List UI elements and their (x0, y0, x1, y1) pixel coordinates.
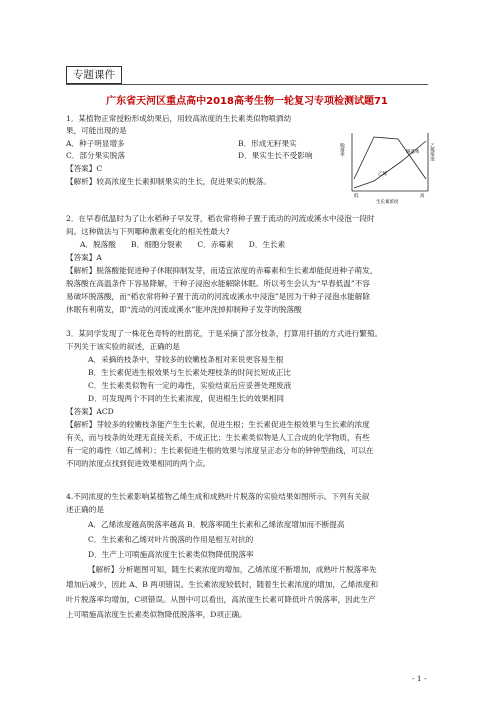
q3-option-b: B．生长素促进生根效果与生长素处理枝条的时间长短成正比 (88, 368, 292, 377)
q3-option-d: D．可发现两个不同的生长素浓度，促进根生长的效果相同 (88, 394, 284, 403)
series-ethylene-label: 乙烯 (378, 172, 387, 177)
q4-explanation-line4: 上可喷施高浓度生长素类似物降低脱落率，D项正确。 (66, 610, 247, 619)
q1-option-c: C．部分果实脱落 (66, 151, 125, 160)
q2-stem-line2: 间。这种做法与下列哪种激素变化的相关性最大? (66, 227, 230, 236)
q3-stem-line1: 3．某同学发现了一株花色奇特的杜鹃花，于是采摘了部分枝条，打算用扦插的方式进行繁殖。 (66, 329, 383, 338)
q2-explanation-line1: 【解析】脱落酸能促进种子休眠抑制发芽，而适宜浓度的赤霉素和生长素却能促进种子萌发， (66, 266, 378, 275)
x-high-label: 高 (420, 194, 425, 199)
q4-options-ab: A．乙烯浓度越高脱落率越高 B．脱落率随生长素和乙烯浓度增加而不断提高 (88, 520, 345, 529)
y-right-label: 乙烯浓度 (429, 143, 435, 161)
q2-options: A．脱落酸 B．细胞分裂素 C．赤霉素 D．生长素 (80, 240, 286, 249)
q3-option-a: A．采摘的枝条中，芽较多的较嫩枝条相对来说更容易生根 (88, 355, 284, 364)
q3-explanation-line1: 【解析】芽较多的较嫩枝条能产生生长素，促进生根；生长素促进生根效果与生长素的浓度 (66, 420, 370, 429)
q4-explanation-line2: 增加后减少，因此 A、B 两项错误。生长素浓度较低时，随着生长素浓度的增加，乙烯浓度和 (66, 580, 379, 589)
q4-option-c: C．生长素和乙烯对叶片脱落的作用是相互对抗的 (88, 535, 254, 544)
q3-explanation-line2: 有关，而与枝条的处理无直接关系，不成正比；生长素类似物是人工合成的化学物质，有些 (66, 433, 370, 442)
abscission-curve (354, 137, 426, 179)
q1-stem-line1: 1．某植物正常授粉形成幼果后，用较高浓度的生长素类似物喷洒幼 (66, 114, 292, 123)
q2-explanation-line4: 休眠有利萌发，即“流动的河流或溪水”能冲洗掉抑制种子发芽的脱落酸 (66, 305, 302, 314)
q3-answer: 【答案】ACD (66, 407, 114, 416)
document-title: 广东省天河区重点高中2018高考生物一轮复习专项检测试题71 (106, 96, 388, 107)
x-low-label: 低 (354, 194, 359, 199)
q3-explanation-line4: 不同的浓度点找到促进效果相同的两个点。 (66, 459, 211, 468)
q3-stem-line2: 下列关于该实验的叙述，正确的是 (66, 342, 180, 351)
q4-stem-line2: 述正确的是 (66, 505, 104, 514)
ethylene-curve (354, 141, 426, 188)
q1-option-b: B．形成无籽果实 (238, 139, 297, 148)
auxin-ethylene-figure (340, 131, 440, 205)
y-left-label: 脱落率 (340, 143, 345, 157)
x-axis-label: 生长素浓度 (376, 200, 399, 205)
q3-explanation-line3: 有一定的毒性（如乙烯利）；生长素促进生根的效果与浓度呈正态分布的钟钟型曲线，可以在 (66, 446, 374, 455)
q2-explanation-line2: 脱落酸在高温条件下容易降解，干种子浸泡水能解除休眠。所以考生会认为“早春低温”不容 (66, 279, 370, 288)
q4-option-d: D．生产上可喷施高浓度生长素类似物降低脱落率 (88, 550, 254, 559)
q4-explanation-line1: 【解析】分析题图可知，随生长素浓度的增加，乙烯浓度不断增加，成熟叶片脱落率先 (88, 565, 377, 574)
topic-tag: 专题课件 (66, 66, 122, 84)
q4-stem-line1: 4.不同浓度的生长素影响某植物乙烯生成和成熟叶片脱落的实验结果如图所示。下列有关叙 (66, 492, 370, 501)
page-number: - 1 - (412, 674, 427, 683)
q1-stem-line2: 果，可能出现的是 (66, 126, 127, 135)
q2-stem-line1: 2．在早春低温时为了让水稻种子早发芽，稻农常将种子置于流动的河流或溪水中浸泡一段时 (66, 214, 375, 223)
q1-answer: 【答案】C (66, 164, 103, 173)
series-abscission-label: 脱落率 (406, 150, 420, 155)
q3-option-c: C．生长素类似物有一定的毒性，实验结束后应妥善处理废液 (88, 381, 292, 390)
header-rule (66, 84, 428, 85)
q1-option-d: D．果实生长不受影响 (238, 151, 313, 160)
q4-explanation-line3: 叶片脱落率均增加，C项错误。从图中可以看出，高浓度生长素可降低叶片脱落率，因此生产 (66, 595, 376, 604)
q2-answer: 【答案】A (66, 253, 102, 262)
q1-explanation: 【解析】较高浓度生长素抑制果实的生长，促进果实的脱落。 (66, 177, 272, 186)
q1-option-a: A．种子明显增多 (66, 139, 125, 148)
q2-explanation-line3: 易破坏脱落酸，而“稻农常将种子置于流动的河流或溪水中浸泡”是因为干种子浸泡水能解除 (66, 292, 370, 301)
